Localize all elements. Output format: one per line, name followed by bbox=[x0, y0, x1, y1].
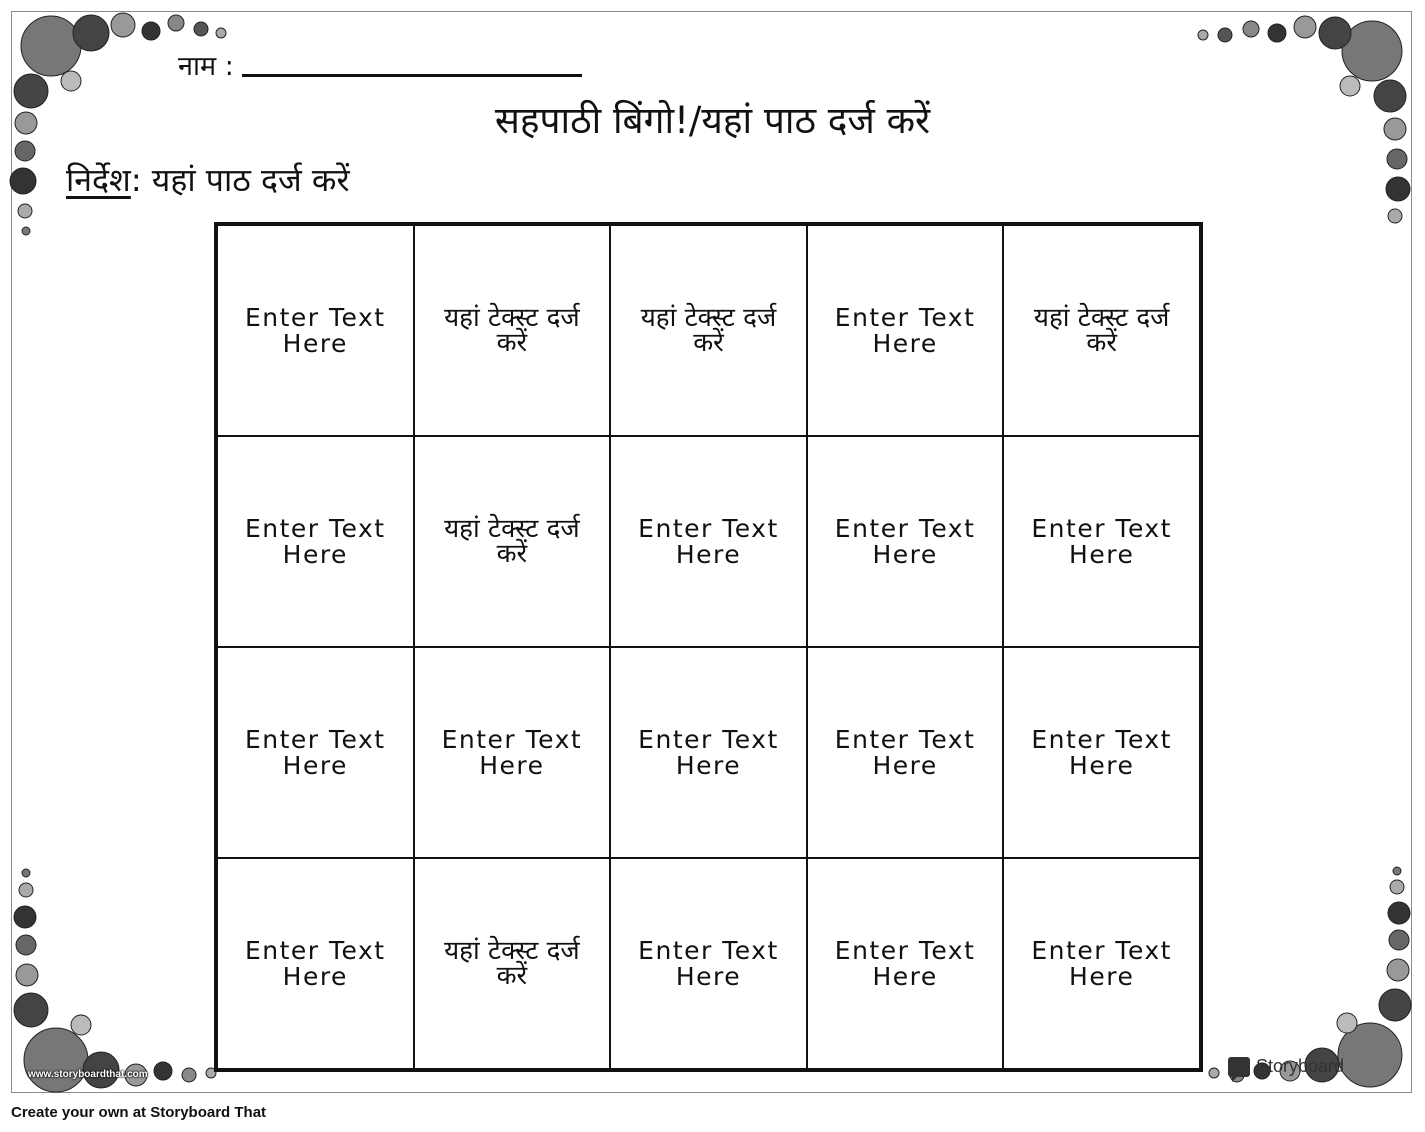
bingo-cell-text: यहां टेक्स्ट दर्ज करें bbox=[640, 302, 777, 358]
name-field bbox=[178, 44, 582, 84]
bingo-cell[interactable] bbox=[610, 436, 807, 647]
bingo-cell-text: यहां टेक्स्ट दर्ज करें bbox=[444, 513, 580, 569]
bingo-cell[interactable] bbox=[807, 858, 1004, 1069]
bingo-cell-text: Enter Text Here bbox=[638, 513, 779, 569]
bingo-cell[interactable] bbox=[610, 225, 807, 436]
bingo-cell-text: Enter Text Here bbox=[244, 513, 386, 569]
bingo-cell[interactable] bbox=[1003, 436, 1200, 647]
footer-credit[interactable]: Create your own at Storyboard That bbox=[11, 1104, 267, 1121]
instructions bbox=[66, 158, 350, 202]
bingo-cell[interactable] bbox=[807, 647, 1004, 858]
bingo-cell-text: Enter Text Here bbox=[834, 935, 976, 991]
bingo-cell[interactable] bbox=[610, 647, 807, 858]
instructions-text: यहां पाठ दर्ज करें bbox=[151, 161, 350, 199]
bingo-cell[interactable] bbox=[1003, 225, 1200, 436]
bingo-cell-text: यहां टेक्स्ट दर्ज करें bbox=[444, 935, 580, 991]
bingo-cell-text: यहां टेक्स्ट दर्ज करें bbox=[1033, 302, 1170, 358]
bingo-cell[interactable] bbox=[217, 436, 414, 647]
bingo-cell-text: Enter Text Here bbox=[1031, 724, 1172, 780]
bingo-cell-text: Enter Text Here bbox=[638, 935, 779, 991]
bingo-cell[interactable] bbox=[807, 436, 1004, 647]
bingo-cell-text: Enter Text Here bbox=[834, 302, 976, 358]
bingo-cell[interactable] bbox=[414, 225, 611, 436]
instructions-label: निर्देश bbox=[66, 161, 131, 199]
bingo-cell[interactable] bbox=[1003, 858, 1200, 1069]
bingo-cell-text: Enter Text Here bbox=[244, 935, 386, 991]
bingo-cell[interactable] bbox=[414, 436, 611, 647]
bingo-cell[interactable] bbox=[217, 647, 414, 858]
watermark-url: www.storyboardthat.com bbox=[28, 1069, 148, 1080]
bingo-cell-text: Enter Text Here bbox=[834, 724, 976, 780]
storyboard-logo-text: Storyboard bbox=[1256, 1056, 1345, 1076]
bingo-cell[interactable] bbox=[414, 647, 611, 858]
bingo-cell[interactable] bbox=[1003, 647, 1200, 858]
bingo-grid bbox=[214, 222, 1203, 1072]
corner-decoration-bottom-left bbox=[11, 865, 231, 1093]
bingo-cell-text: Enter Text Here bbox=[834, 513, 976, 569]
bingo-cell-text: Enter Text Here bbox=[441, 724, 583, 780]
bingo-cell[interactable] bbox=[807, 225, 1004, 436]
instructions-separator: : bbox=[130, 161, 142, 199]
bingo-cell-text: Enter Text Here bbox=[1031, 513, 1172, 569]
bingo-cell[interactable] bbox=[414, 858, 611, 1069]
bingo-cell-text: यहां टेक्स्ट दर्ज करें bbox=[444, 302, 580, 358]
bingo-cell-text: Enter Text Here bbox=[244, 724, 386, 780]
bingo-cell[interactable] bbox=[217, 858, 414, 1069]
name-write-line[interactable] bbox=[242, 74, 582, 77]
name-label: नाम : bbox=[178, 51, 234, 82]
bingo-cell-text: Enter Text Here bbox=[244, 302, 386, 358]
page-title: सहपाठी बिंगो!/यहां पाठ दर्ज करें bbox=[494, 99, 931, 142]
bingo-cell[interactable] bbox=[217, 225, 414, 436]
storyboard-logo bbox=[1228, 1056, 1344, 1077]
bingo-cell[interactable] bbox=[610, 858, 807, 1069]
bingo-cell-text: Enter Text Here bbox=[1031, 935, 1172, 991]
bingo-cell-text: Enter Text Here bbox=[638, 724, 779, 780]
storyboard-logo-icon bbox=[1228, 1057, 1250, 1077]
